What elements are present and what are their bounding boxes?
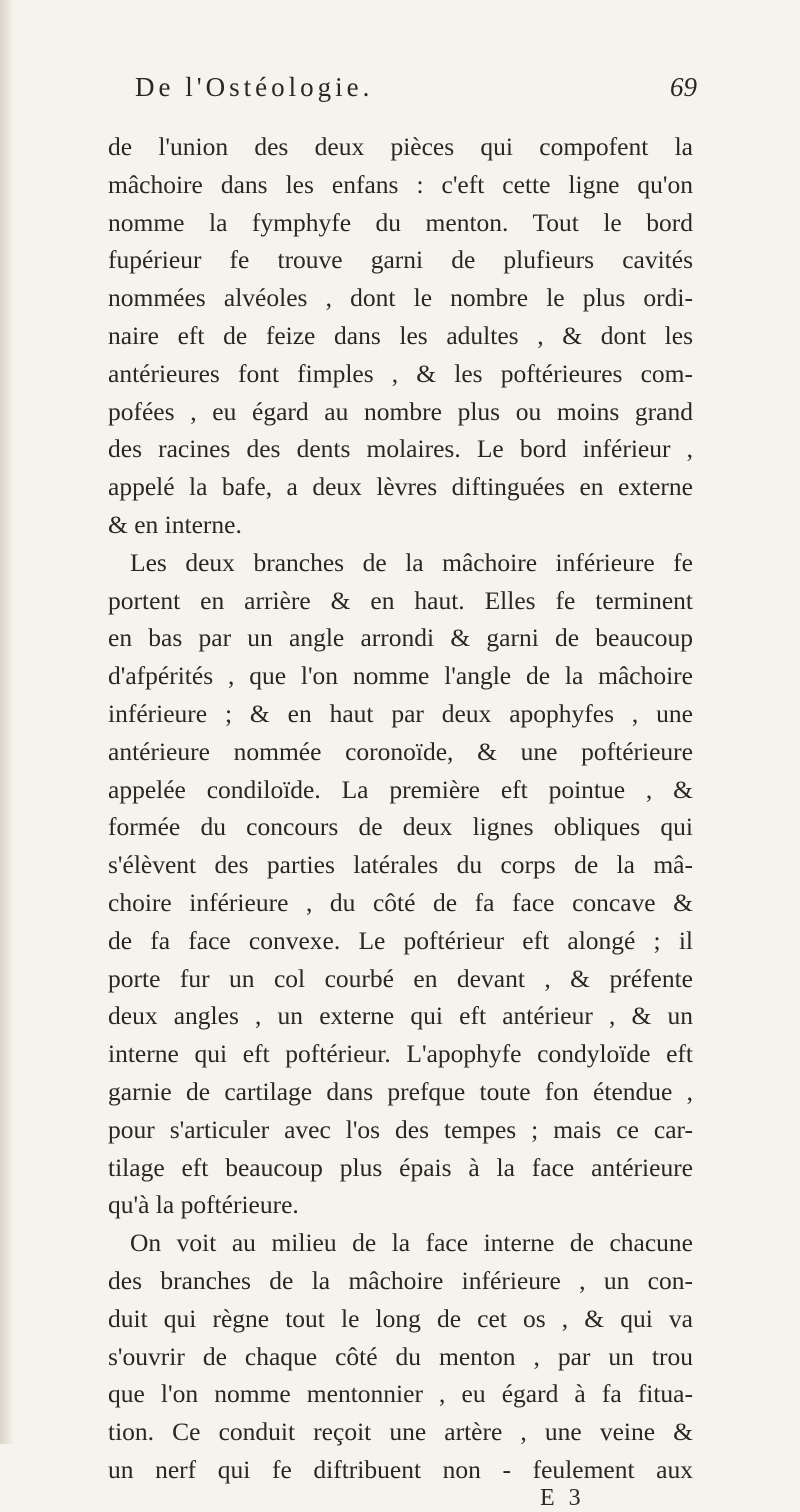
text-line: mâchoire dans les enfans : c'eft cette ligne qu'on (108, 169, 693, 199)
text-line: antérieure nommée coronoïde, & une poftérieure (108, 736, 693, 766)
text-line: un nerf qui fe diftribuent non - feulement aux (108, 1454, 693, 1484)
text-line: fupérieur fe trouve garni de plufieurs cavités (108, 245, 693, 275)
text-line: inférieure ; & en haut par deux apophyfes , une (108, 698, 693, 728)
text-line: pour s'articuler avec l'os des tempes ; mais ce car- (108, 1114, 693, 1144)
text-line: nomme la fymphyfe du menton. Tout le bord (108, 207, 693, 237)
body-text (108, 128, 693, 1489)
running-title: De l'Ostéologie. (135, 72, 374, 102)
text-line: s'élèvent des parties latérales du corps de la mâ- (108, 850, 693, 880)
text-line: pofées , eu égard au nombre plus ou moins grand (108, 396, 693, 426)
text-line: que l'on nomme mentonnier , eu égard à fa fitua- (108, 1379, 693, 1409)
text-line: des racines des dents molaires. Le bord inférieur , (108, 434, 693, 464)
signature-mark: E 3 (540, 1485, 585, 1511)
text-line: d'afpérités , que l'on nomme l'angle de la mâchoire (108, 661, 693, 691)
text-line: deux angles , un externe qui eft antérieur , & un (108, 1001, 693, 1031)
text-line: qu'à la poftérieure. (108, 1190, 299, 1220)
text-line: portent en arrière & en haut. Elles fe terminent (108, 585, 693, 615)
text-line: formée du concours de deux lignes obliques qui (108, 812, 693, 842)
text-line: garnie de cartilage dans prefque toute fon étendue , (108, 1076, 693, 1106)
text-line: appelé la bafe, a deux lèvres diftinguées en externe (108, 472, 693, 502)
page-number: 69 (670, 72, 697, 102)
text-line: interne qui eft poftérieur. L'apophyfe condyloïde eft (108, 1039, 693, 1069)
text-line: de l'union des deux pièces qui compofent la (108, 132, 693, 161)
text-line: duit qui règne tout le long de cet os , & qui va (108, 1303, 693, 1333)
text-line: tilage eft beaucoup plus épais à la face antérieure (108, 1152, 693, 1182)
text-line: On voit au milieu de la face interne de chacune (130, 1228, 693, 1258)
text-line: porte fur un col courbé en devant , & préfente (108, 963, 693, 993)
text-line: choire inférieure , du côté de fa face concave & (108, 887, 693, 917)
text-line: antérieures font fimples , & les poftérieures com- (108, 358, 693, 388)
text-line: en bas par un angle arrondi & garni de beaucoup (108, 623, 693, 653)
text-line: Les deux branches de la mâchoire inférieure fe (130, 547, 693, 577)
text-line: de fa face convexe. Le poftérieur eft alongé ; il (108, 925, 693, 955)
text-line: naire eft de feize dans les adultes , & dont les (108, 320, 693, 350)
text-line: des branches de la mâchoire inférieure , un con- (108, 1265, 693, 1295)
text-line: s'ouvrir de chaque côté du menton , par un trou (108, 1341, 693, 1371)
text-line: tion. Ce conduit reçoit une artère , une veine & (108, 1417, 693, 1447)
text-line: nommées alvéoles , dont le nombre le plus ordi- (108, 283, 693, 313)
text-line: appelée condiloïde. La première eft pointue , & (108, 774, 693, 804)
text-line: & en interne. (108, 509, 242, 539)
page-header (135, 72, 695, 112)
page-gutter-shadow (0, 0, 14, 1444)
